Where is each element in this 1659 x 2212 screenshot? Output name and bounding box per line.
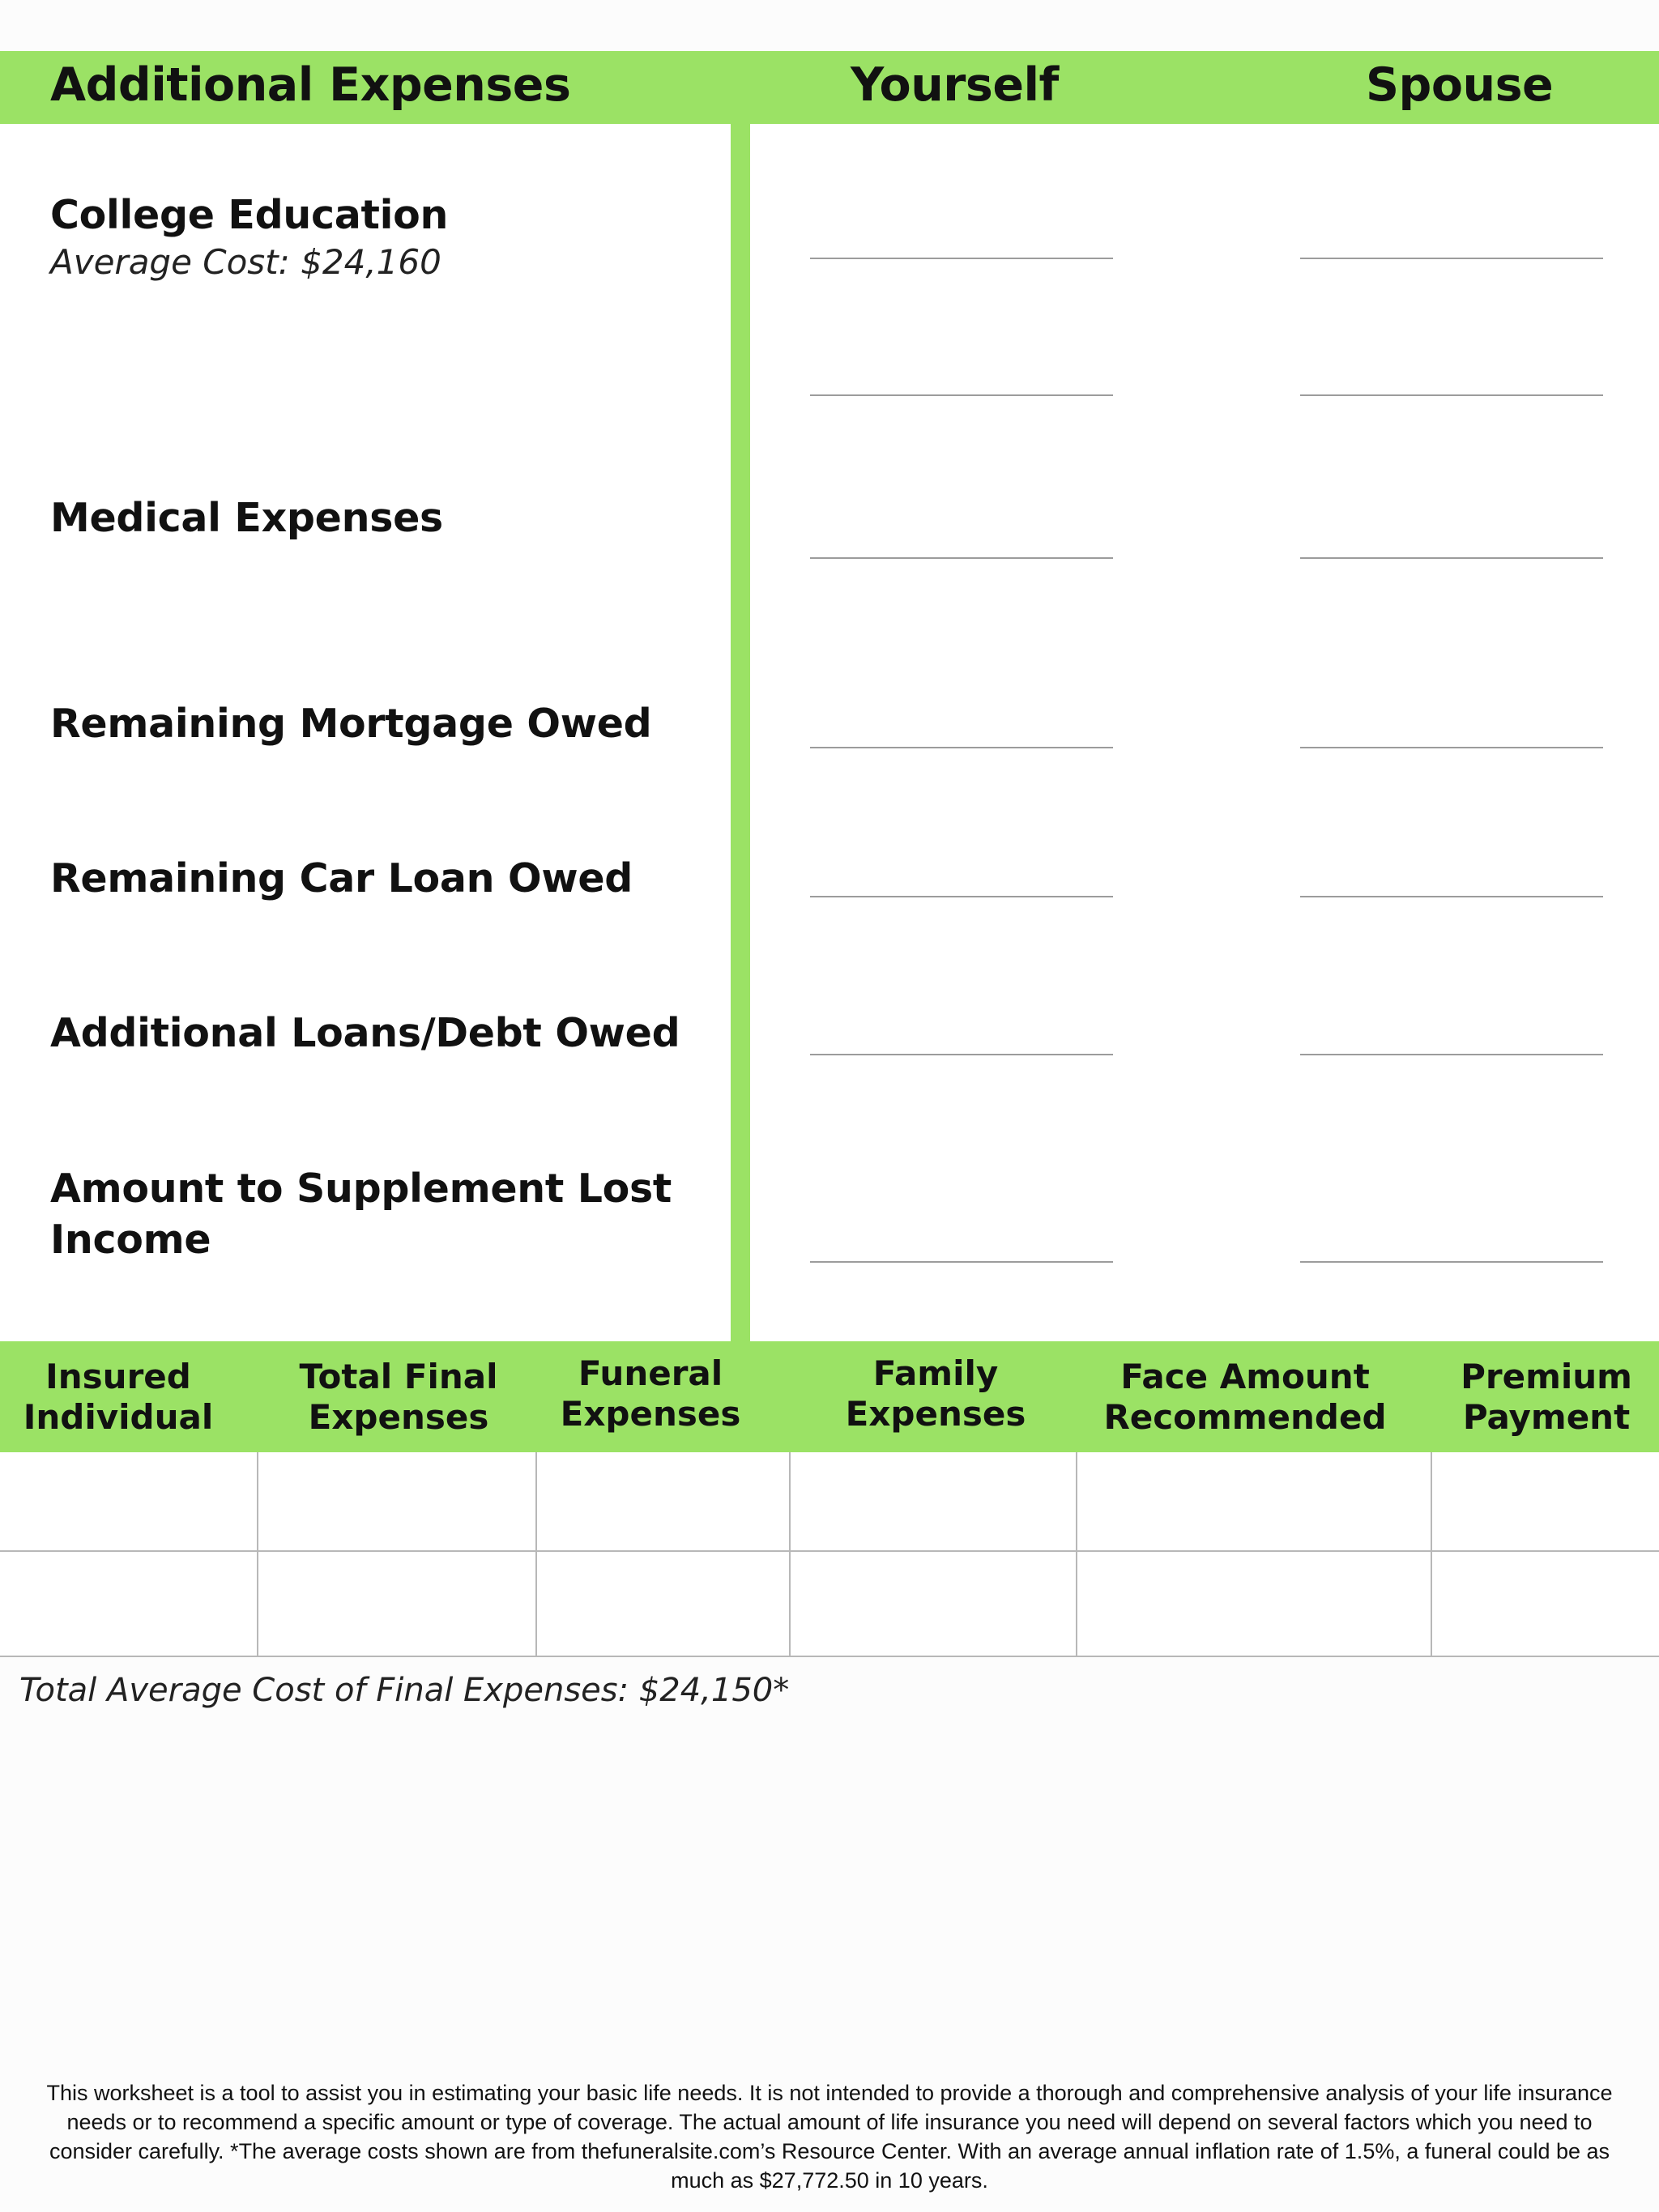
column-header-yourself: Yourself: [851, 58, 1059, 112]
supplement-income-label: Amount to Supplement Lost Income: [50, 1166, 672, 1263]
college-spouse-field-2[interactable]: [1300, 394, 1603, 396]
table-bottom-border: [0, 1656, 1659, 1657]
supplement-yourself-field[interactable]: [810, 1261, 1113, 1263]
mortgage-label: Remaining Mortgage Owed: [50, 701, 652, 747]
college-average-cost: Average Cost: $24,160: [50, 242, 441, 282]
section-title: Additional Expenses: [50, 58, 571, 112]
car-loan-spouse-field[interactable]: [1300, 896, 1603, 897]
cell-funeral-expenses-row-1[interactable]: [537, 1452, 789, 1550]
car-loan-label: Remaining Car Loan Owed: [50, 855, 633, 901]
medical-spouse-field[interactable]: [1300, 557, 1603, 559]
mortgage-spouse-field[interactable]: [1300, 747, 1603, 748]
header-total-final-expenses: Total Final Expenses: [299, 1356, 498, 1437]
additional-loans-yourself-field[interactable]: [810, 1054, 1113, 1055]
total-average-cost-note: Total Average Cost of Final Expenses: $24,150*: [19, 1672, 790, 1709]
cell-face-amount-row-2[interactable]: [1077, 1552, 1431, 1656]
header-family-expenses: Family Expenses: [845, 1353, 1026, 1434]
additional-expenses-header: [0, 51, 1659, 124]
column-header-spouse: Spouse: [1366, 58, 1554, 112]
cell-total-final-expenses-row-1[interactable]: [258, 1452, 535, 1550]
mortgage-yourself-field[interactable]: [810, 747, 1113, 748]
medical-yourself-field[interactable]: [810, 557, 1113, 559]
college-yourself-field-1[interactable]: [810, 258, 1113, 259]
cell-premium-payment-row-1[interactable]: [1432, 1452, 1659, 1550]
supplement-spouse-field[interactable]: [1300, 1261, 1603, 1263]
header-premium-payment: Premium Payment: [1461, 1356, 1632, 1437]
cell-insured-individual-row-1[interactable]: [0, 1452, 257, 1550]
medical-expenses-label: Medical Expenses: [50, 495, 443, 541]
column-divider: [731, 124, 750, 1341]
additional-loans-spouse-field[interactable]: [1300, 1054, 1603, 1055]
header-face-amount-recommended: Face Amount Recommended: [1103, 1356, 1387, 1437]
cell-family-expenses-row-1[interactable]: [791, 1452, 1076, 1550]
cell-face-amount-row-1[interactable]: [1077, 1452, 1431, 1550]
summary-table-header: [0, 1341, 1659, 1452]
cell-total-final-expenses-row-2[interactable]: [258, 1552, 535, 1656]
car-loan-yourself-field[interactable]: [810, 896, 1113, 897]
header-funeral-expenses: Funeral Expenses: [560, 1353, 741, 1434]
header-insured-individual: Insured Individual: [23, 1356, 214, 1437]
college-education-label: College Education: [50, 192, 449, 238]
cell-insured-individual-row-2[interactable]: [0, 1552, 257, 1656]
college-yourself-field-2[interactable]: [810, 394, 1113, 396]
cell-family-expenses-row-2[interactable]: [791, 1552, 1076, 1656]
college-spouse-field-1[interactable]: [1300, 258, 1603, 259]
cell-funeral-expenses-row-2[interactable]: [537, 1552, 789, 1656]
cell-premium-payment-row-2[interactable]: [1432, 1552, 1659, 1656]
disclaimer-text: This worksheet is a tool to assist you in estimating your basic life needs. It is not intended to provide a thorough and comprehensive analysis of your life insurance needs or to recommend a specific amount or type of coverage. The actual amount of life insurance you need will depend on several factors which you need to consider carefully. *The average costs shown are from thefuneralsite.com’s Resource Center. With an average annual inflation rate of 1.5%, a funeral could be as much as $27,772.50 in 10 years.: [46, 2081, 1613, 2193]
additional-loans-label: Additional Loans/Debt Owed: [50, 1010, 680, 1056]
